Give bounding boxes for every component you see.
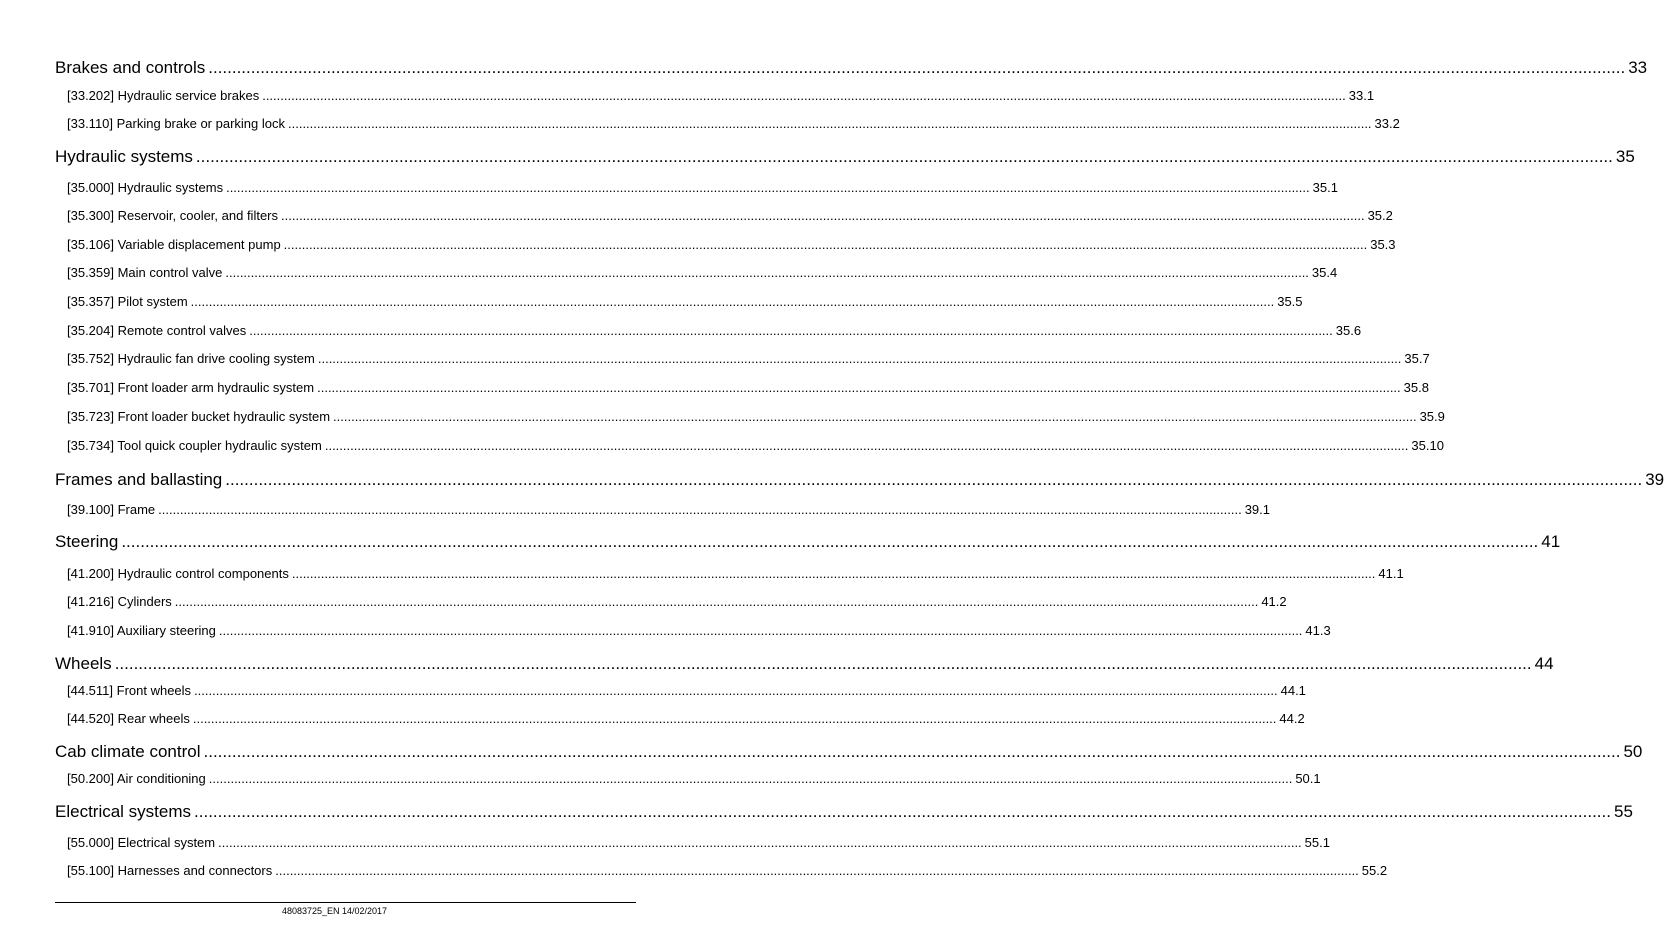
dot-leader: ............................................................................................................................................................................................................................................................................................................ [249, 323, 1333, 338]
dot-leader: ............................................................................................................................................................................................................................................................................................................ [262, 88, 1346, 103]
toc-entry-page: 33.1 [1348, 88, 1375, 103]
toc-entry-title: [33.110] Parking brake or parking lock [67, 116, 285, 131]
dot-leader: ............................................................................................................................................................................................................................................................................................................ [194, 802, 1611, 821]
dot-leader: ............................................................................................................................................................................................................................................................................................................ [333, 409, 1417, 424]
dot-leader: ............................................................................................................................................................................................................................................................................................................ [226, 180, 1310, 195]
toc-entry-page: 35.6 [1335, 323, 1362, 338]
toc-entry[interactable] [67, 322, 1362, 340]
toc-entry-page: 35.5 [1277, 294, 1303, 309]
footer-divider [55, 902, 636, 903]
toc-entry-page: 35.2 [1367, 208, 1393, 223]
toc-entry-page: 44.1 [1280, 683, 1306, 698]
toc-entry[interactable] [67, 770, 1321, 788]
toc-entry-title: [55.000] Electrical system [67, 835, 216, 850]
dot-leader: ............................................................................................................................................................................................................................................................................................................ [121, 532, 1539, 551]
toc-section-title: Wheels [55, 654, 112, 673]
toc-entry-title: [35.752] Hydraulic fan drive cooling system [67, 351, 315, 366]
toc-section-page: 55 [1613, 802, 1633, 821]
toc-entry[interactable] [67, 87, 1375, 105]
toc-section-title: Electrical systems [55, 802, 192, 821]
dot-leader: ............................................................................................................................................................................................................................................................................................................ [195, 147, 1613, 166]
toc-entry[interactable] [67, 862, 1388, 880]
toc-section-page: 39 [1645, 470, 1664, 489]
toc-section-title: Hydraulic systems [55, 147, 193, 166]
dot-leader: ............................................................................................................................................................................................................................................................................................................ [225, 470, 1643, 489]
dot-leader: ............................................................................................................................................................................................................................................................................................................ [281, 208, 1365, 223]
toc-section-page: 50 [1623, 742, 1643, 761]
toc-entry-title: [35.723] Front loader bucket hydraulic system [67, 409, 331, 424]
dot-leader: ............................................................................................................................................................................................................................................................................................................ [208, 58, 1626, 77]
toc-entry-title: [35.106] Variable displacement pump [67, 237, 281, 252]
toc-section-title: Cab climate control [55, 742, 201, 761]
toc-entry-title: [55.100] Harnesses and connectors [67, 863, 273, 878]
toc-entry[interactable] [67, 593, 1287, 611]
dot-leader: ............................................................................................................................................................................................................................................................................................................ [291, 566, 1376, 581]
toc-entry-page: 35.1 [1312, 180, 1338, 195]
toc-entry-title: [41.200] Hydraulic control components [67, 566, 289, 581]
toc-section-page: 33 [1628, 58, 1648, 77]
toc-entry-page: 41.1 [1378, 566, 1404, 581]
toc-section[interactable] [55, 57, 1648, 79]
toc-section[interactable] [55, 531, 1561, 553]
dot-leader: ............................................................................................................................................................................................................................................................................................................ [192, 711, 1277, 726]
dot-leader: ............................................................................................................................................................................................................................................................................................................ [324, 438, 1409, 453]
toc-entry-title: [35.701] Front loader arm hydraulic system [67, 380, 315, 395]
toc-entry-title: [44.520] Rear wheels [67, 711, 190, 726]
toc-entry-page: 35.9 [1419, 409, 1445, 424]
toc-entry-page: 35.4 [1311, 265, 1338, 280]
toc-entry-page: 44.2 [1279, 711, 1305, 726]
toc-entry-title: [41.910] Auxiliary steering [67, 623, 216, 638]
toc-entry-title: [35.357] Pilot system [67, 294, 188, 309]
toc-entry-page: 35.8 [1403, 380, 1429, 395]
toc-section-page: 35 [1615, 147, 1635, 166]
toc-entry-page: 39.1 [1244, 502, 1271, 517]
dot-leader: ............................................................................................................................................................................................................................................................................................................ [194, 683, 1278, 698]
toc-entry-page: 35.7 [1404, 351, 1430, 366]
dot-leader: ............................................................................................................................................................................................................................................................................................................ [317, 380, 1401, 395]
toc-entry-page: 41.2 [1261, 594, 1287, 609]
toc-section[interactable] [55, 653, 1554, 675]
toc-entry-title: [35.000] Hydraulic systems [67, 180, 224, 195]
toc-entry[interactable] [67, 264, 1338, 282]
dot-leader: ............................................................................................................................................................................................................................................................................................................ [275, 863, 1359, 878]
dot-leader: ............................................................................................................................................................................................................................................................................................................ [158, 502, 1242, 517]
toc-entry-title: [33.202] Hydraulic service brakes [67, 88, 260, 103]
toc-entry-title: [35.204] Remote control valves [67, 323, 247, 338]
toc-entry[interactable] [67, 408, 1445, 426]
toc-entry[interactable] [67, 207, 1393, 225]
dot-leader: ............................................................................................................................................................................................................................................................................................................ [174, 594, 1259, 609]
dot-leader: ............................................................................................................................................................................................................................................................................................................ [218, 835, 1302, 850]
dot-leader: ............................................................................................................................................................................................................................................................................................................ [203, 742, 1621, 761]
toc-section-title: Brakes and controls [55, 58, 206, 77]
toc-entry[interactable] [67, 501, 1271, 519]
toc-section-title: Frames and ballasting [55, 470, 223, 489]
dot-leader: ............................................................................................................................................................................................................................................................................................................ [190, 294, 1275, 309]
toc-entry-page: 41.3 [1305, 623, 1331, 638]
toc-entry-page: 55.2 [1361, 863, 1388, 878]
toc-entry-title: [50.200] Air conditioning [67, 771, 206, 786]
toc-entry[interactable] [67, 350, 1430, 368]
toc-entry[interactable] [67, 710, 1305, 728]
toc-entry[interactable] [67, 236, 1396, 254]
toc-entry-title: [35.300] Reservoir, cooler, and filters [67, 208, 279, 223]
toc-section[interactable] [55, 469, 1664, 491]
toc-entry-title: [41.216] Cylinders [67, 594, 172, 609]
dot-leader: ............................................................................................................................................................................................................................................................................................................ [283, 237, 1368, 252]
dot-leader: ............................................................................................................................................................................................................................................................................................................ [114, 654, 1532, 673]
toc-entry-page: 33.2 [1374, 116, 1400, 131]
toc-section-page: 44 [1534, 654, 1554, 673]
toc-entry-title: [35.359] Main control valve [67, 265, 223, 280]
dot-leader: ............................................................................................................................................................................................................................................................................................................ [225, 265, 1309, 280]
dot-leader: ............................................................................................................................................................................................................................................................................................................ [317, 351, 1402, 366]
toc-section[interactable] [55, 741, 1643, 763]
toc-section[interactable] [55, 801, 1633, 823]
toc-entry-page: 35.10 [1411, 438, 1444, 453]
toc-entry[interactable] [67, 622, 1331, 640]
toc-entry-title: [35.734] Tool quick coupler hydraulic system [67, 438, 322, 453]
toc-entry[interactable] [67, 379, 1429, 397]
toc-entry[interactable] [67, 293, 1303, 311]
toc-entry[interactable] [67, 115, 1400, 133]
toc-section[interactable] [55, 146, 1635, 168]
toc-entry[interactable] [67, 682, 1306, 700]
toc-entry-page: 55.1 [1304, 835, 1330, 850]
toc-entry[interactable] [67, 437, 1444, 455]
toc-entry[interactable] [67, 179, 1338, 197]
toc-entry-title: [39.100] Frame [67, 502, 156, 517]
toc-entry-title: [44.511] Front wheels [67, 683, 192, 698]
toc-entry[interactable] [67, 565, 1404, 583]
footer-document-id: 48083725_EN 14/02/2017 [281, 906, 388, 916]
dot-leader: ............................................................................................................................................................................................................................................................................................................ [208, 771, 1293, 786]
toc-section-title: Steering [55, 532, 119, 551]
toc-section-page: 41 [1541, 532, 1561, 551]
toc-entry-page: 50.1 [1295, 771, 1321, 786]
toc-entry[interactable] [67, 834, 1330, 852]
toc-entry-page: 35.3 [1370, 237, 1396, 252]
dot-leader: ............................................................................................................................................................................................................................................................................................................ [288, 116, 1372, 131]
dot-leader: ............................................................................................................................................................................................................................................................................................................ [218, 623, 1303, 638]
